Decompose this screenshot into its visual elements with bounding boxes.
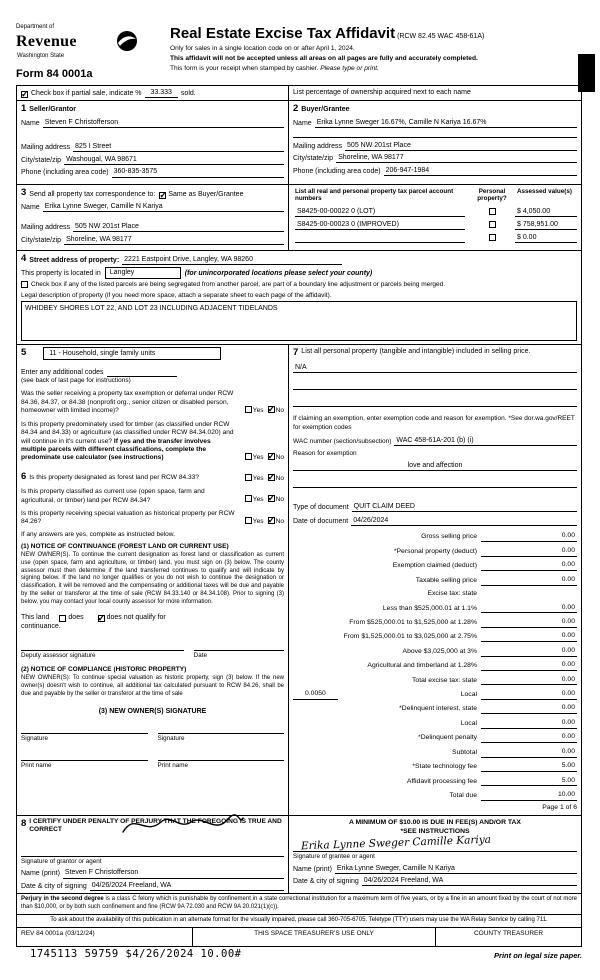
grantor-name-field[interactable]: Steven F Christofferson (63, 868, 284, 878)
personal-property-checkbox[interactable] (489, 208, 496, 215)
segregation-checkbox[interactable] (21, 281, 28, 288)
parcel-row (293, 233, 577, 243)
personal-property-checkbox[interactable] (489, 221, 496, 228)
exemption-claimed-value[interactable]: 0.00 (481, 561, 577, 571)
ownership-note: List percentage of ownership acquired next to each name (293, 88, 471, 96)
county-treasurer-label: COUNTY TREASURER (473, 929, 544, 937)
tax-line-label: Gross selling price (421, 533, 477, 541)
seller-address-field[interactable]: 825 I Street (73, 142, 284, 152)
deputy-signature-row (21, 639, 284, 660)
local-rate-field[interactable]: 0.0050 (293, 690, 338, 700)
additional-codes-label: Enter any additional codes (21, 368, 104, 376)
section-6 (21, 471, 284, 770)
doc-type-field[interactable]: QUIT CLAIM DEED (352, 502, 577, 512)
grantor-signature (117, 810, 247, 840)
street-address-field[interactable]: 2221 Eastpoint Drive, Langley, WA 98260 (122, 255, 342, 265)
grantee-date-field[interactable]: 04/26/2024 Freeland, WA (362, 876, 577, 886)
header-note-3: This form is your receipt when stamped by cashier. Please type or print. (170, 65, 379, 73)
taxable-selling-price-value[interactable]: 0.00 (481, 576, 577, 586)
tax-line-label: Local (460, 691, 477, 699)
new-owner-printname-grid (21, 749, 284, 770)
buyer-city-field[interactable]: Shoreline, WA 98177 (336, 153, 577, 163)
notice-1-title: (1) NOTICE OF CONTINUANCE (FOREST LAND OR CURRENT USE) (21, 543, 229, 551)
tax-line-label: *Delinquent interest, state (399, 705, 477, 713)
wac-field[interactable]: WAC 458-61A-201 (b) (i) (394, 436, 577, 446)
buyer-phone-field[interactable]: 206-947-1984 (384, 166, 577, 176)
partial-sale-checkbox[interactable] (21, 91, 28, 98)
seller-address-label: Mailing address (21, 144, 71, 152)
reason-label: Reason for exemption (293, 450, 357, 458)
excise-heading: Excise tax: state (427, 590, 477, 598)
tax-line-label: *Delinquent penalty (418, 734, 477, 742)
parcel-number-field[interactable]: S8425-00-00023 0 (IMPROVED) (295, 220, 465, 230)
personal-property-field[interactable]: N/A (293, 363, 577, 373)
tax-line-label: *Personal property (deduct) (393, 547, 477, 555)
land-does-checkbox[interactable] (59, 615, 66, 622)
grantee-name-print-label: Name (print) (293, 865, 332, 873)
located-in-note: (for unincorporated locations please select your county) (184, 269, 373, 277)
dor-logo-block (16, 24, 166, 82)
sec6-q1-no-checkbox[interactable] (268, 474, 275, 481)
tax-line-label: Total due (449, 792, 477, 799)
personal-property-deduct-value[interactable]: 0.00 (481, 547, 577, 557)
correspondence-row (17, 184, 581, 250)
section-7-number: 7 (293, 346, 299, 358)
sec5-question-1: Was the seller receiving a property tax exemption or deferral under RCW 84.36, 84.37, or 84.38 (nonprofit org., senior citizen or disabled person, homeowner with limited income)? Yes ✓ No (21, 390, 284, 415)
parcel-table (289, 185, 581, 250)
new-owner-signature-grid (21, 722, 284, 743)
section-2-number: 2 (293, 102, 299, 114)
delinquent-interest-local-value[interactable]: 0.00 (481, 719, 577, 729)
assessed-value-field[interactable]: $ 758,951.00 (515, 220, 577, 230)
partial-sale-percent[interactable]: 33.333 (145, 88, 178, 98)
header-note-2: This affidavit will not be accepted unless all areas on all pages are fully and accurately completed. (170, 55, 478, 63)
grantor-certify-column (17, 816, 289, 893)
street-address-label: Street address of property: (29, 257, 120, 265)
buyer-address-field[interactable]: 505 NW 201st Place (345, 141, 577, 151)
correspondence-name-field[interactable]: Erika Lynne Sweger, Camille N Kariya (43, 202, 284, 212)
grantor-signature-field[interactable] (21, 845, 284, 857)
sec5-q1-no-checkbox[interactable] (268, 406, 275, 413)
sec6-q3-no-checkbox[interactable] (268, 517, 275, 524)
buyer-name-label: Name (293, 119, 312, 127)
tier1-tax-value[interactable]: 0.00 (481, 604, 577, 614)
seller-city-field[interactable]: Washougal, WA 98671 (64, 155, 284, 165)
tier4-tax-value[interactable]: 0.00 (481, 647, 577, 657)
tax-line-label: *State technology fee (412, 763, 477, 771)
deputy-signature-label: Deputy assessor signature (21, 652, 96, 660)
title-block (166, 24, 582, 82)
seller-city-label: City/state/zip (21, 156, 62, 164)
dept-name: Revenue (16, 32, 77, 50)
sec6-question-2: Is this property classified as current use (open space, farm and agricultural, or timber) land per RCW 84.34? Yes ✓ No (21, 488, 284, 505)
buyer-name-field[interactable]: Erika Lynne Sweger 16.67%, Camille N Kariya 16.67% (315, 118, 577, 128)
land-does-not-checkbox[interactable] (98, 615, 105, 622)
minimum-fee-note: A MINIMUM OF $10.00 IS DUE IN FEE(S) AND/OR TAX *SEE INSTRUCTIONS (349, 818, 521, 835)
section-3-correspondence (17, 185, 289, 250)
grantee-signature-label: Signature of grantee or agent (293, 853, 375, 860)
notice-2-body: NEW OWNER(S): To continue special valuation as historic property, sign (3) below. If the new owner(s) doesn't wish to continue, all additional tax calculated pursuant to RCW 84.26, shall be due and payable by the seller or transferor at the time of sale (21, 674, 284, 697)
sec6-question-1: 6 Is this property designated as forest land per RCW 84.33? Yes ✓ No (21, 471, 284, 483)
tax-line-label: Exemption claimed (deduct) (392, 562, 477, 570)
doc-date-field[interactable]: 04/26/2024 (351, 516, 577, 526)
section-4-number: 4 (21, 252, 27, 264)
partial-sale-row (17, 86, 581, 100)
section-5 (21, 347, 284, 463)
seller-phone-label: Phone (including area code) (21, 169, 109, 177)
reason-field-2[interactable] (293, 480, 577, 488)
notice-3-title: (3) NEW OWNER(S) SIGNATURE (98, 707, 207, 715)
print-name-label: Print name (157, 761, 188, 769)
wac-label: WAC number (section/subsection) (293, 437, 392, 445)
deputy-signature-field[interactable] (21, 639, 184, 651)
parcel-table-header (293, 187, 577, 204)
tax-line-label: Subtotal (452, 748, 477, 756)
correspondence-city-field[interactable]: Shoreline, WA 98177 (64, 235, 284, 245)
section-4-property (17, 250, 581, 344)
continuance-line-2: continuance. (21, 623, 61, 631)
legal-description-field[interactable]: WHIDBEY SHORES LOT 22, AND LOT 23 INCLUDING ADJACENT TIDELANDS (21, 301, 577, 341)
excise-tax-table (293, 532, 577, 800)
assessed-value-field[interactable]: $ 4,050.00 (515, 207, 577, 217)
buyer-title: Buyer/Grantee (301, 105, 350, 113)
form-header (16, 24, 582, 82)
delinquent-penalty-value[interactable]: 0.00 (481, 733, 577, 743)
correspondence-intro: Send all property tax correspondence to: (29, 191, 156, 199)
signature-label: Signature (21, 734, 48, 742)
page-title: Real Estate Excise Tax Affidavit (RCW 82.45 WAC 458-61A) (170, 25, 485, 42)
seller-name-label: Name (21, 119, 40, 127)
personal-property-field-3[interactable] (293, 399, 577, 407)
tax-line-label: Total excise tax: state (412, 676, 477, 684)
located-in-label: This property is located in (21, 269, 101, 277)
affidavit-processing-fee-value[interactable]: 5.00 (481, 777, 577, 787)
section-8-number: 8 (21, 817, 27, 829)
sec6-q1-yes-checkbox[interactable] (245, 474, 252, 481)
dor-swirl-logo-icon (116, 30, 138, 55)
section-6-number: 6 (21, 470, 27, 482)
agricultural-tax-value[interactable]: 0.00 (481, 661, 577, 671)
print-note: Print on legal size paper. (494, 950, 582, 960)
legal-description-label: Legal description of property (if you need more space, attach a separate sheet to each page of the affidavit). (21, 291, 332, 299)
correspondence-name-label: Name (21, 203, 40, 211)
continuance-line: This land does ✓ does not qualify for (21, 613, 284, 622)
grantee-signature: Erika Lynne Sweger Camille Kariya (300, 833, 492, 853)
total-state-excise-value[interactable]: 0.00 (481, 676, 577, 686)
header-note-1: Only for sales in a single location code on or after April 1, 2024. (170, 45, 355, 52)
sec5-q1-yes-checkbox[interactable] (245, 406, 252, 413)
parcel-row (293, 207, 577, 217)
state-technology-fee-value[interactable]: 5.00 (481, 762, 577, 772)
accessibility-notice: To ask about the availability of this publication in an alternate format for the visually impaired, please call 360-705-6705. Teletype (TTY) users may use the WA Relay Service by calling 711. (17, 914, 581, 927)
additional-codes-note: (see back of last page for instructions) (21, 376, 131, 384)
delinquent-interest-state-value[interactable]: 0.00 (481, 704, 577, 714)
affidavit-form (16, 24, 582, 961)
sec5-q2-yes-checkbox[interactable] (245, 453, 252, 460)
main-row (17, 344, 581, 815)
print-name-label: Print name (21, 761, 52, 769)
grantor-date-field[interactable]: 04/26/2024 Freeland, WA (90, 881, 284, 891)
parcel-number-field[interactable]: S8425-00-00022 0 (LOT) (295, 207, 465, 217)
section-2-buyer (289, 101, 581, 184)
cashier-receipt-stamp: 1745113 59759 $4/26/2024 10.00# (30, 948, 242, 960)
total-due-value[interactable]: 10.00 (481, 791, 577, 801)
personal-property-col-header: Personal property? (477, 187, 507, 203)
segregation-label: Check box if any of the listed parcels are being segregated from another parcel, are part of a boundary line adjustment or parcels being merged. (31, 281, 446, 289)
section-8-certify (17, 815, 581, 893)
section-3-number: 3 (21, 186, 27, 198)
dept-state: Washington State (17, 52, 65, 59)
grantor-signature-label: Signature of grantor or agent (21, 857, 102, 865)
new-owner-printname-field[interactable] (158, 749, 285, 761)
personal-property-field-2[interactable] (293, 382, 577, 390)
tax-line-label: Above $3,025,000 at 3% (402, 647, 477, 655)
notice-2-title: (2) NOTICE OF COMPLIANCE (HISTORIC PROPERTY) (21, 666, 187, 674)
sec6-q2-no-checkbox[interactable] (268, 495, 275, 502)
grantor-date-label: Date & city of signing (21, 883, 87, 891)
dept-of-label: Department of (16, 24, 55, 30)
parcel-number-field[interactable] (295, 235, 465, 243)
buyer-address-label: Mailing address (293, 142, 343, 150)
form-body (16, 85, 582, 947)
additional-codes-field[interactable] (107, 369, 177, 377)
subtotal-value[interactable]: 0.00 (481, 748, 577, 758)
located-in-field[interactable]: Langley (105, 267, 181, 279)
partial-sale-suffix: sold. (180, 89, 196, 97)
section-7 (289, 345, 581, 815)
tax-line-label: From $1,525,000.01 to $3,025,000 at 2.75% (343, 633, 477, 641)
gross-selling-price-value[interactable]: 0.00 (481, 532, 577, 542)
same-as-buyer-checkbox[interactable] (159, 192, 166, 199)
assessed-value-col-header: Assessed value(s) (517, 187, 572, 195)
page-number: Page 1 of 6 (542, 803, 577, 811)
grantor-name-print-label: Name (print) (21, 870, 60, 878)
section-1-seller (17, 101, 289, 184)
parcel-row (293, 220, 577, 230)
seller-name-field[interactable]: Steven F Christofferson (43, 118, 284, 128)
tax-line-label: Taxable selling price (415, 576, 477, 584)
section-1-number: 1 (21, 102, 27, 114)
deputy-date-field[interactable] (194, 639, 284, 651)
new-owner-signature-field[interactable] (21, 722, 148, 734)
buyer-name-extra-field[interactable] (293, 130, 577, 138)
correspondence-address-field[interactable]: 505 NW 201st Place (73, 222, 284, 232)
tax-line-label: Affidavit processing fee (406, 777, 477, 785)
exemption-note: If claiming an exemption, enter exemption code and reason for exemption. *See dor.wa.gov/REET for exemption codes (293, 415, 575, 431)
parties-row (17, 100, 581, 184)
sec5-question-2: Is this property predominately used for timber (as classified under RCW 84.34 and 84.33) or agriculture (as classified under RCW 84.34.020) and will continue in it's current use? If yes and the transfer involves multiple parcels with different classifications, complete the predominate use calculator (see instructions) Yes ✓ No (21, 421, 284, 463)
grantee-certify-column (289, 816, 581, 893)
footer-row (17, 927, 581, 946)
certify-title: I CERTIFY UNDER PENALTY OF PERJURY THAT THE FOREGOING IS TRUE AND CORRECT (29, 817, 282, 834)
sec5-q2-no-checkbox[interactable] (268, 453, 275, 460)
tax-line-label: From $525,000.01 to $1,525,000 at 1.28% (349, 618, 477, 626)
partial-sale-label: Check box if partial sale, indicate % (31, 89, 142, 97)
treasurer-space-label: THIS SPACE TREASURER'S USE ONLY (192, 928, 436, 946)
sec6-q2-yes-checkbox[interactable] (245, 495, 252, 502)
doc-date-label: Date of document (293, 518, 349, 526)
section-5-number: 5 (21, 347, 27, 359)
personal-property-checkbox[interactable] (489, 234, 496, 241)
sec6-q3-yes-checkbox[interactable] (245, 517, 252, 524)
same-as-buyer-label: Same as Buyer/Grantee (168, 191, 244, 199)
tax-line-label: Less than $525,000.01 at 1.1% (382, 604, 477, 612)
left-column (17, 345, 289, 815)
if-yes-note: If any answers are yes, complete as instructed below. (21, 530, 175, 538)
reason-field[interactable]: love and affection (293, 461, 577, 471)
new-owner-signature-field[interactable] (158, 722, 285, 734)
tier2-tax-value[interactable]: 0.00 (481, 618, 577, 628)
personal-property-intro: List all personal property (tangible and intangible) included in selling price. (301, 347, 531, 355)
assessed-value-field[interactable]: $ 0.00 (515, 233, 577, 243)
local-tax-value[interactable]: 0.00 (481, 690, 577, 700)
notice-1-body: NEW OWNER(S). To continue the current designation as forest land or classification as current use (open space, farm and agriculture, or timber) land, you must sign on (3) below. The county assessor must then determine if the land transferred continues to qualify and will indicate by signing below. If the land no longer qualifies or you do not wish to continue the designation or classification, it will be removed and the compensating or additional taxes will be due and payable by the seller or transferor at the time of sale (RCW 84.33.140 or 84.34.108). Prior to signing (3) below, you may contact your local county assessor for more information. (21, 551, 284, 606)
correspondence-address-label: Mailing address (21, 224, 71, 232)
grantee-date-label: Date & city of signing (293, 878, 359, 886)
tax-line-label: Local (460, 719, 477, 727)
form-number: Form 84 0001a (16, 68, 93, 81)
rev-number: REV 84 0001a (03/12/24) (21, 929, 95, 937)
correspondence-city-label: City/state/zip (21, 236, 62, 244)
tier3-tax-value[interactable]: 0.00 (481, 632, 577, 642)
signature-label: Signature (157, 734, 185, 742)
land-use-code-field[interactable]: 11 - Household, single family units (43, 347, 221, 360)
parcel-col-header: List all real and personal property tax parcel account numbers (295, 187, 454, 203)
seller-phone-field[interactable]: 360-835-3575 (112, 167, 284, 177)
perjury-notice: Perjury in the second degree is a class C felony which is punishable by confinement in a state correctional institution for a maximum term of five years, or by a fine in an amount fixed by the court of not more than $10,000, or by both such confinement and fine (RCW 9A 72.030 and RCW 9A 20.021(1)(c)). (17, 893, 581, 914)
sec6-question-3: Is this property receiving special valuation as historical property per RCW 84.26? Yes ✓ No (21, 510, 284, 527)
new-owner-printname-field[interactable] (21, 749, 148, 761)
buyer-city-label: City/state/zip (293, 155, 334, 163)
tax-line-label: Agricultural and timberland at 1.28% (367, 662, 477, 670)
buyer-phone-label: Phone (including area code) (293, 167, 381, 175)
deputy-date-label: Date (193, 652, 207, 660)
doc-type-label: Type of document (293, 504, 349, 512)
seller-title: Seller/Grantor (29, 105, 76, 113)
grantee-name-field[interactable]: Erika Lynne Sweger, Camille N Kariya (335, 864, 577, 874)
